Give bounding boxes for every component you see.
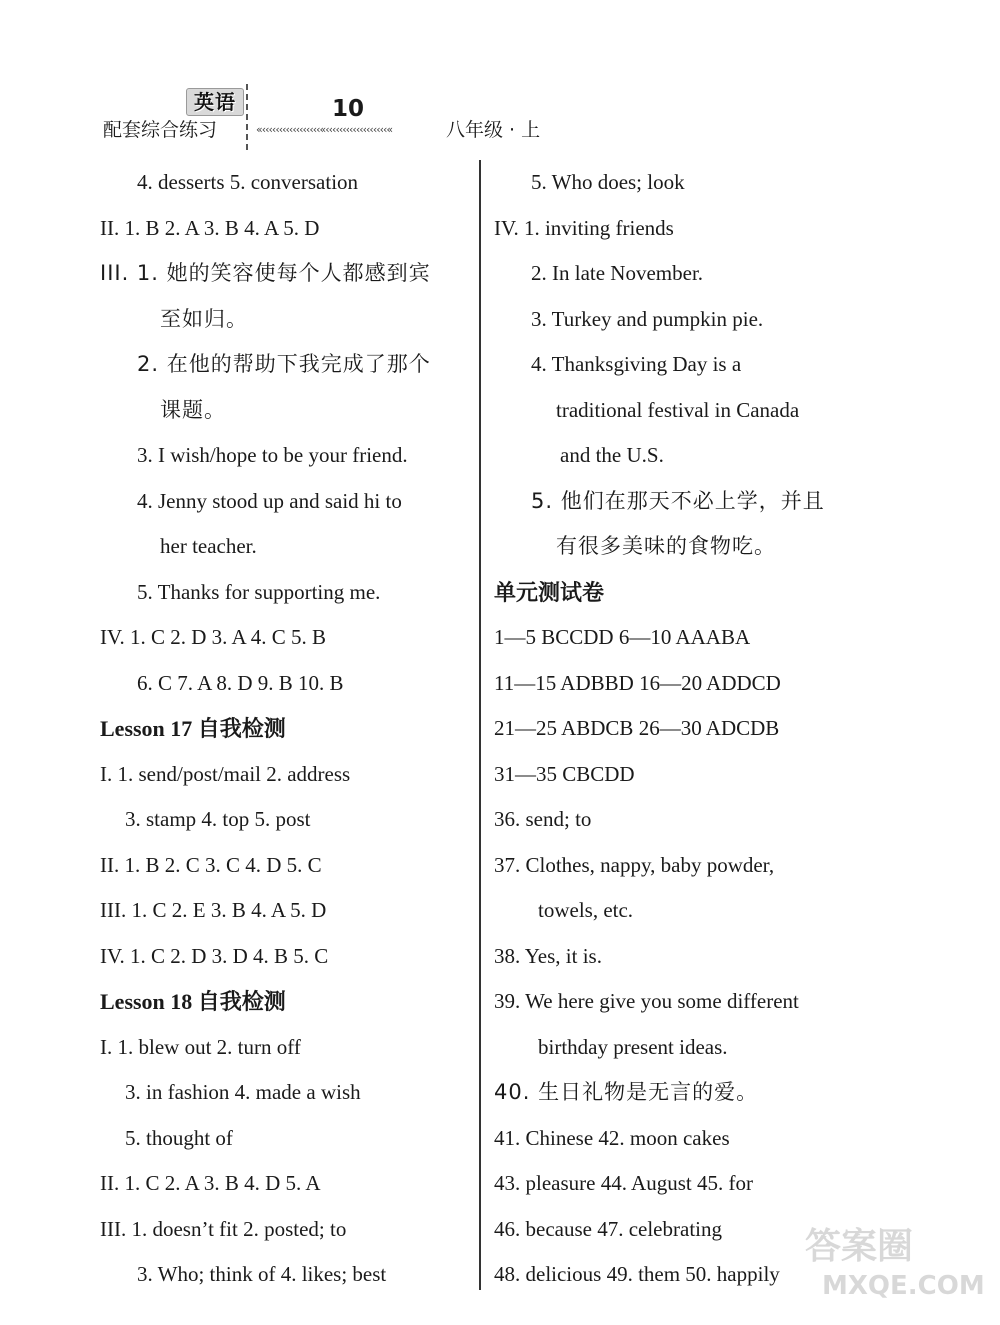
- answer-line: II. 1. C 2. A 3. B 4. D 5. A: [100, 1171, 321, 1195]
- right-column: [494, 160, 874, 1298]
- answer-line: her teacher.: [160, 534, 257, 558]
- answer-line: 至如归。: [160, 306, 248, 331]
- answer-line: 5. Thanks for supporting me.: [137, 579, 381, 604]
- answer-line: 21—25 ABDCB 26—30 ADCDB: [494, 716, 780, 740]
- answer-line: 36. send; to: [494, 807, 592, 831]
- book-title: 配套综合练习: [103, 119, 218, 141]
- answer-line: 39. We here give you some different: [494, 989, 799, 1013]
- answer-line: II. 1. B 2. A 3. B 4. A 5. D: [100, 215, 320, 240]
- answer-line: 43. pleasure 44. August 45. for: [494, 1171, 753, 1195]
- answer-line: 4. desserts 5. conversation: [137, 170, 359, 194]
- header-divider: [246, 84, 248, 150]
- answer-line: IV. 1. C 2. D 3. A 4. C 5. B: [100, 625, 326, 649]
- subject-badge: 英语: [186, 88, 244, 116]
- answer-line: 5. Who does; look: [531, 170, 685, 194]
- answer-line: 2. 在他的帮助下我完成了那个: [137, 352, 431, 376]
- answer-line: 48. delicious 49. them 50. happily: [494, 1262, 780, 1286]
- watermark-url: MXQE.COM: [822, 1271, 985, 1301]
- answer-line: 2. In late November.: [531, 261, 704, 285]
- answer-line: 6. C 7. A 8. D 9. B 10. B: [137, 670, 344, 695]
- answer-line: 3. Turkey and pumpkin pie.: [531, 306, 764, 331]
- answer-line: 46. because 47. celebrating: [494, 1216, 722, 1241]
- answer-line: 3. I wish/hope to be your friend.: [137, 443, 408, 467]
- answer-line: 课题。: [160, 397, 226, 422]
- left-column: [100, 160, 480, 1298]
- answer-line: II. 1. B 2. C 3. C 4. D 5. C: [100, 852, 322, 877]
- answer-line: 3. Who; think of 4. likes; best: [137, 1262, 387, 1286]
- watermark: [790, 1225, 985, 1305]
- page-number: 10: [331, 96, 364, 122]
- answer-line: III. 1. C 2. E 3. B 4. A 5. D: [100, 898, 327, 922]
- answer-line: 41. Chinese 42. moon cakes: [494, 1125, 730, 1150]
- answer-line: I. 1. blew out 2. turn off: [100, 1034, 301, 1059]
- answer-line: towels, etc.: [538, 898, 634, 922]
- section-heading: 单元测试卷: [494, 579, 605, 605]
- answer-line: 1—5 BCCDD 6—10 AAABA: [494, 625, 751, 649]
- answer-line: 38. Yes, it is.: [494, 943, 602, 968]
- answer-line: IV. 1. C 2. D 3. D 4. B 5. C: [100, 943, 329, 968]
- answer-line: 37. Clothes, nappy, baby powder,: [494, 852, 775, 877]
- answer-line: 3. stamp 4. top 5. post: [125, 807, 311, 831]
- answer-line: 4. Thanksgiving Day is a: [531, 352, 742, 376]
- answer-line: 40. 生日礼物是无言的爱。: [494, 1080, 759, 1104]
- answer-line: I. 1. send/post/mail 2. address: [100, 761, 351, 786]
- section-heading: Lesson 18 自我检测: [100, 989, 286, 1014]
- answer-line: birthday present ideas.: [538, 1034, 728, 1059]
- answer-line: 3. in fashion 4. made a wish: [125, 1080, 361, 1104]
- answer-line: 有很多美味的食物吃。: [556, 534, 776, 558]
- answer-line: traditional festival in Canada: [556, 397, 800, 422]
- answer-line: IV. 1. inviting friends: [494, 215, 674, 240]
- answer-line: 31—35 CBCDD: [494, 761, 635, 786]
- answer-line: 11—15 ADBBD 16—20 ADDCD: [494, 670, 781, 695]
- answer-line: 5. thought of: [125, 1125, 233, 1150]
- answer-line: III. 1. 她的笑容使每个人都感到宾: [100, 261, 431, 285]
- section-heading: Lesson 17 自我检测: [100, 716, 286, 741]
- answer-line: 4. Jenny stood up and said hi to: [137, 488, 402, 513]
- watermark-logo: 答案圈: [805, 1226, 914, 1267]
- answer-line: 5. 他们在那天不必上学，并且: [531, 488, 825, 513]
- grade-label: 八年级 · 上: [446, 119, 541, 141]
- answer-line: III. 1. doesn’t fit 2. posted; to: [100, 1216, 347, 1241]
- answer-line: and the U.S.: [560, 443, 664, 467]
- header-dotted-rule: «‹‹‹‹‹‹‹‹‹‹‹‹‹‹‹‹‹«‹‹‹‹‹‹‹‹‹‹‹‹‹‹‹‹‹‹«: [256, 123, 393, 136]
